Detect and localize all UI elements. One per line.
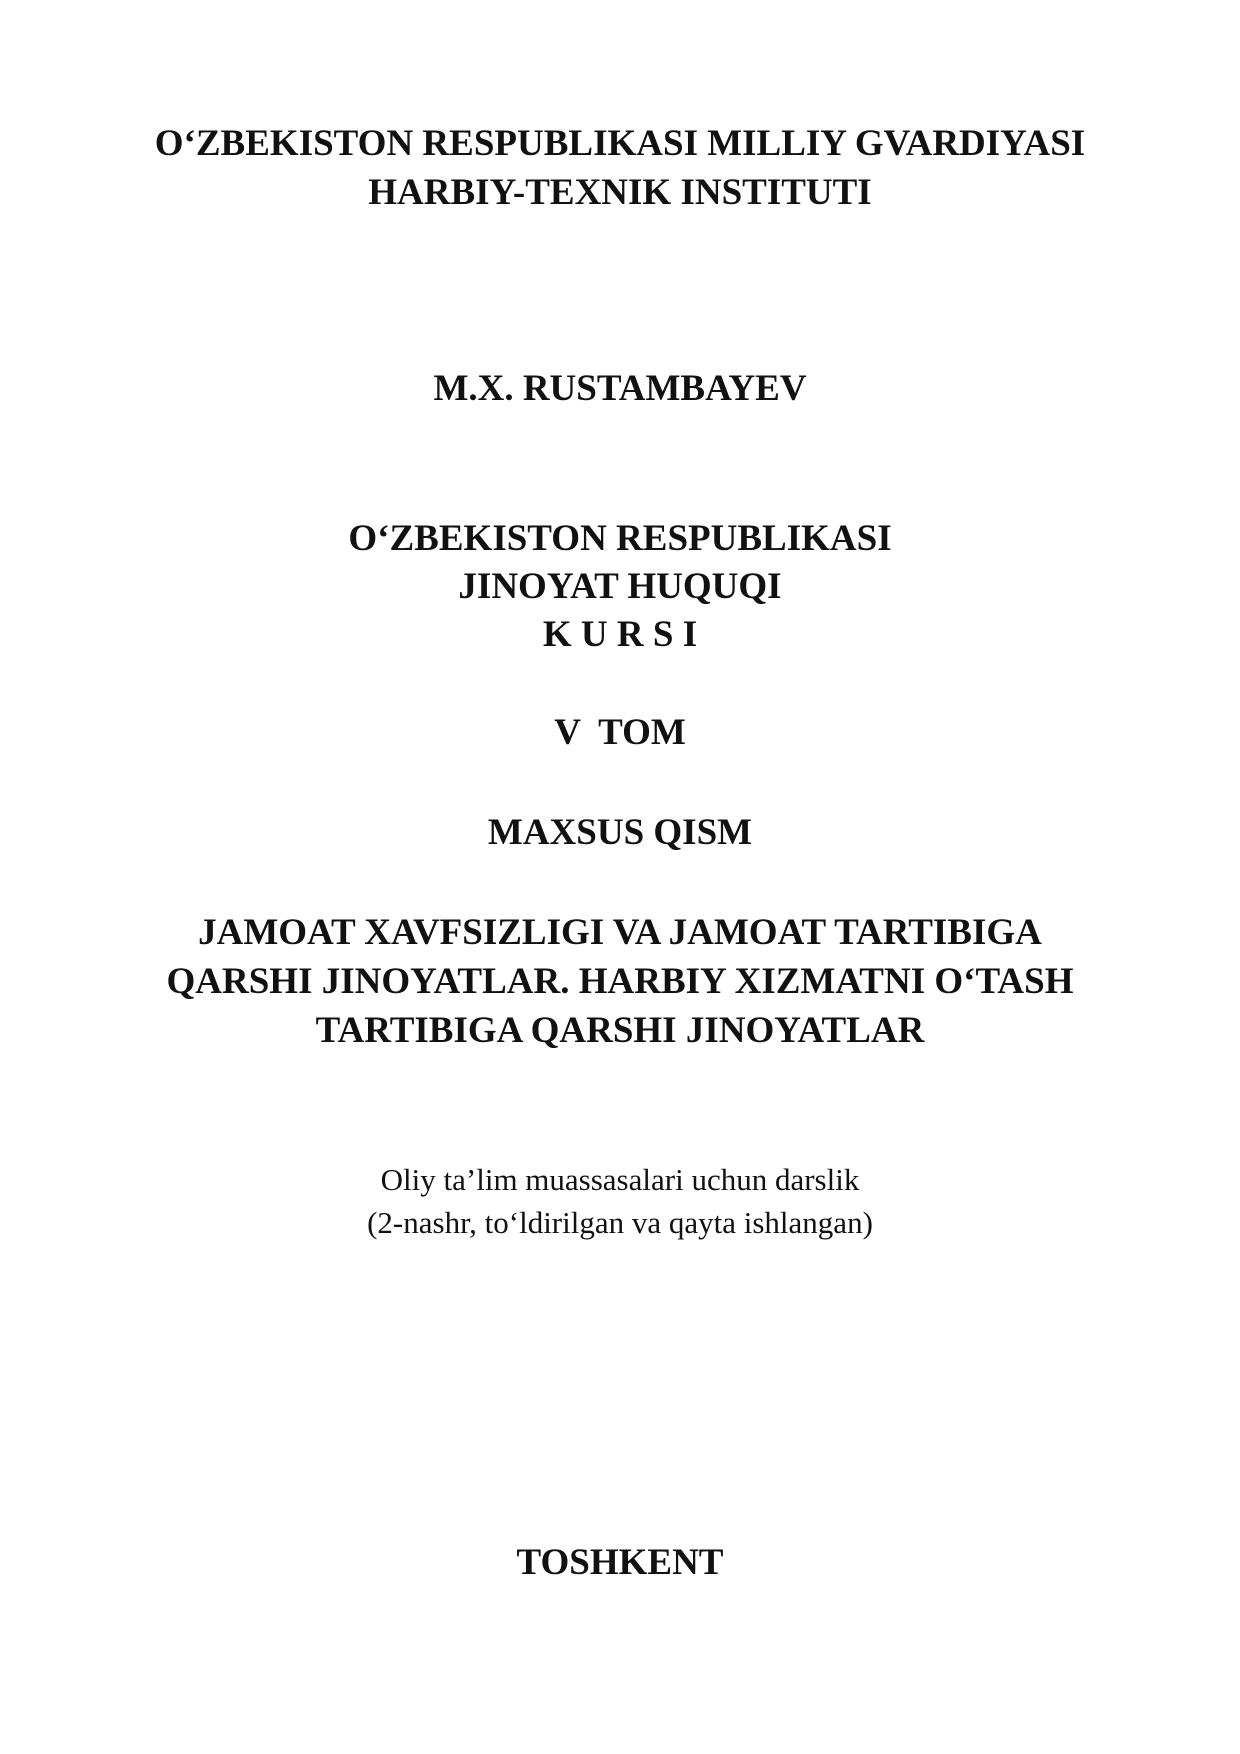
book-title-line-1: O‘ZBEKISTON RESPUBLIKASI [348, 518, 892, 559]
institution-line-1: O‘ZBEKISTON RESPUBLIKASI MILLIY GVARDIYASI [154, 123, 1086, 164]
subject-line-1: JAMOAT XAVFSIZLIGI VA JAMOAT TARTIBIGA [198, 912, 1042, 953]
volume-label: V TOM [554, 712, 686, 753]
subject-line-3: TARTIBIGA QARSHI JINOYATLAR [315, 1010, 925, 1051]
description-line-2: (2-nashr, to‘ldirilgan va qayta ishlangan) [367, 1205, 873, 1240]
author-name: M.X. RUSTAMBAYEV [433, 368, 807, 409]
institution-line-2: HARBIY-TEXNIK INSTITUTI [368, 172, 872, 213]
book-title-line-2: JINOYAT HUQUQI [458, 566, 782, 607]
subject-line-2: QARSHI JINOYATLAR. HARBIY XIZMATNI O‘TASH [166, 961, 1074, 1002]
book-title-line-3: K U R S I [542, 614, 698, 655]
city-label: TOSHKENT [516, 1542, 724, 1583]
description-line-1: Oliy ta’lim muassasalari uchun darslik [380, 1162, 860, 1197]
part-label: MAXSUS QISM [487, 812, 753, 853]
